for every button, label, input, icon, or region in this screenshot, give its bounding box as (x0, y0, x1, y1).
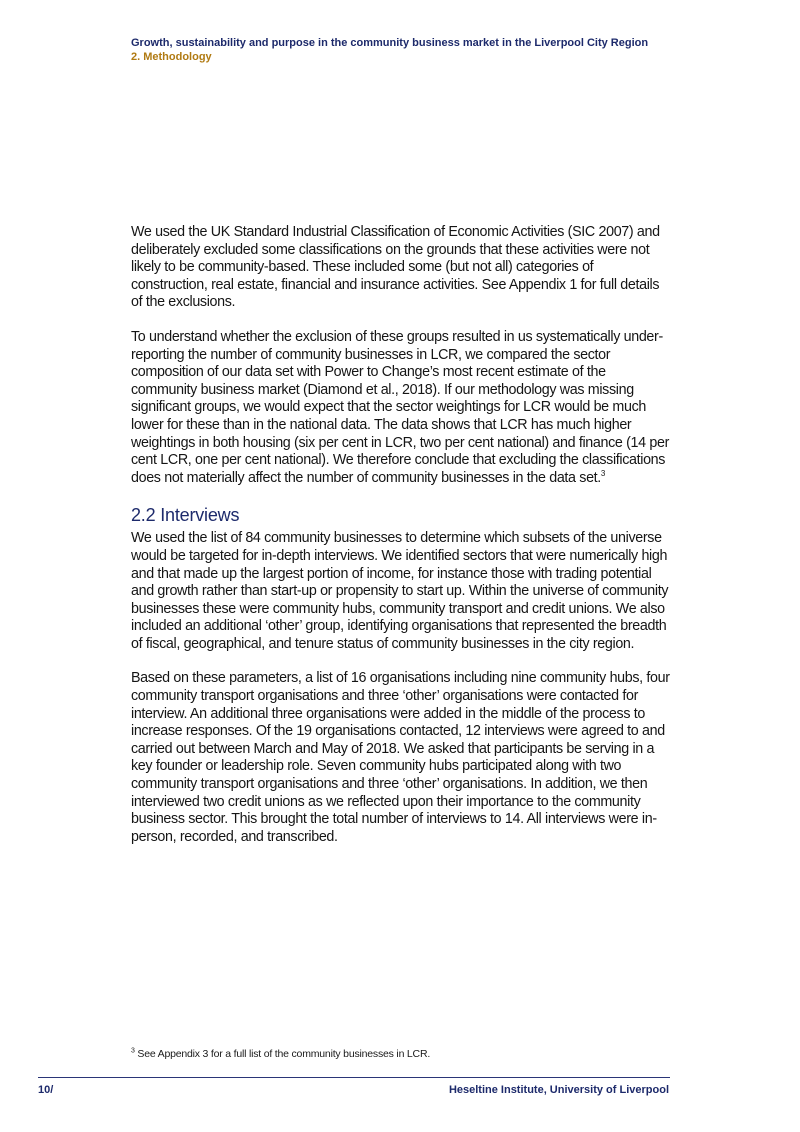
section-heading-interviews: 2.2 Interviews (131, 505, 240, 526)
page-number: 10/ (38, 1084, 54, 1096)
footer-institution: Heseltine Institute, University of Liverpool (448, 1084, 669, 1096)
running-header (131, 36, 691, 64)
paragraph-interview-process: Based on these parameters, a list of 16 organisations including nine community hubs, four community transport organisations and three ‘other’ organisations were contacted for interview. An additional three organisations were added in the middle of the process to increase responses. Of the 19 organisations contacted, 12 interviews were agreed to and carried out between March and May of 2018. We asked that participants be serving in a key founder or leadership role. Seven community hubs participated along with two community transport organisations and three ‘other’ organisations. In addition, we then interviewed two credit unions as we reflected upon their importance to the community business sector. This brought the total number of interviews to 14. All interviews were in-person, recorded, and transcribed. (131, 670, 670, 845)
paragraph-interview-selection: We used the list of 84 community businesses to determine which subsets of the universe would be targeted for in-depth interviews. We identified sectors that were numerically high and that made up the largest portion of income, for instance those with trading potential and growth rather than start-up or propensity to start up. Within the universe of community businesses these were community hubs, community transport and credit unions. We also included an additional ‘other’ group, identifying organisations that represented the breadth of fiscal, geographical, and tenure status of community businesses in the city region. (131, 530, 669, 652)
footer-divider (38, 1077, 670, 1078)
paragraph-exclusion-check (131, 329, 671, 487)
footnote (131, 1048, 430, 1060)
footnote-text: See Appendix 3 for a full list of the community businesses in LCR. (134, 1048, 431, 1060)
document-title: Growth, sustainability and purpose in the community business market in the Liverpool City Region (131, 37, 649, 49)
paragraph-sic-classification: We used the UK Standard Industrial Classification of Economic Activities (SIC 2007) and deliberately excluded some classifications on the grounds that these activities were not likely to be community-based. These included some (but not all) categories of construction, real estate, financial and insurance activities. See Appendix 1 for full details of the exclusions. (131, 224, 660, 311)
footnote-marker: 3 (131, 1047, 135, 1055)
section-label: 2. Methodology (131, 51, 212, 63)
main-content (131, 224, 671, 863)
paragraph-exclusion-text: To understand whether the exclusion of these groups resulted in us systematically under-reporting the number of community businesses in LCR, we compared the sector composition of our data set with Power to Change’s most recent estimate of the community business market (Diamond et al., 2018). If our methodology was missing significant groups, we would expect that the sector weightings for LCR would be much lower for these than in the national data. The data shows that LCR has much higher weightings in both housing (six per cent in LCR, two per cent national) and finance (14 per cent LCR, one per cent national). We therefore conclude that excluding the classifications does not materially affect the number of community businesses in the data set. (131, 328, 669, 486)
footnote-reference[interactable]: 3 (600, 468, 606, 478)
